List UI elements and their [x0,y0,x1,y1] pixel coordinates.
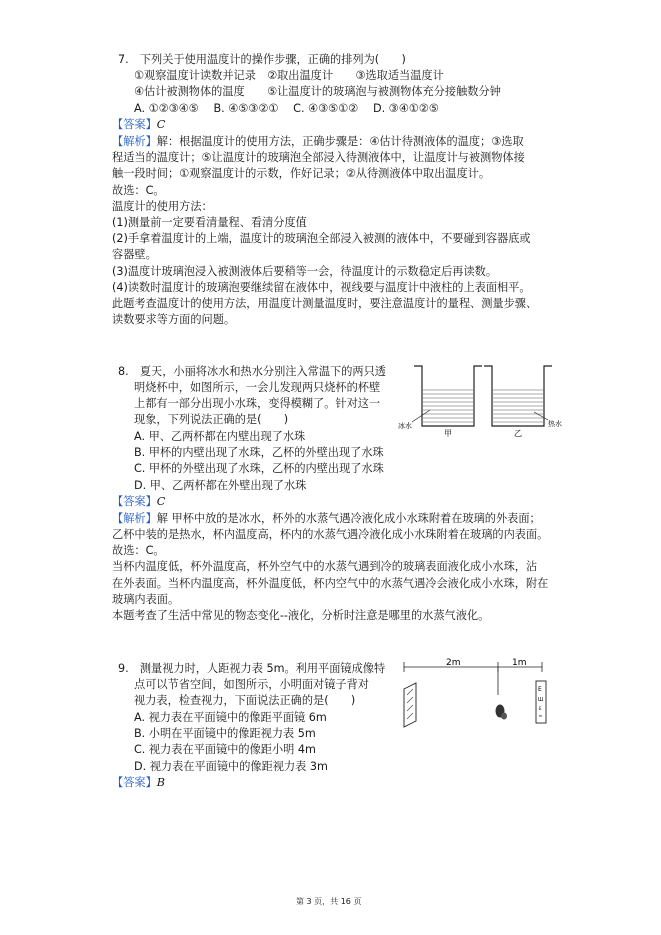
answer-value: B [156,776,165,789]
q7-analysis-line-4: 故选：C。 [112,184,165,197]
q8-analysis-line-5: 在外表面。当杯内温度高，杯外温度低，杯内空气中的水蒸气遇冷会液化成小水珠，附在 [112,577,549,590]
q9-stem-line-3: 视力表，检查视力，下面说法正确的是( ) [134,694,356,707]
answer-tag: 【答案】 [112,495,157,508]
q8-option-d: D. 甲、乙两杯都在外壁出现了水珠 [134,479,307,492]
q8-analysis-line-6: 玻璃内表面。 [112,593,180,606]
label-ice-water: 冰水 [398,422,412,430]
q7-analysis-line-3: 触一段时间；①观察温度计的示数，作好记录；②从待测液体中取出温度计。 [112,167,491,180]
q7-options-line1: ①观察温度计读数并记录 ②取出温度计 ③选取适当温度计 [134,69,444,82]
svg-text:m: m [539,714,543,718]
svg-text:E: E [539,706,542,711]
q7-answer [112,118,165,132]
label-1m: 1m [512,658,527,668]
q8-analysis-line-7: 本题考查了生活中常见的物态变化--液化，分析时注意是哪里的水蒸气液化。 [112,609,490,622]
q8-stem-line-2: 明烧杯中，如图所示，一会儿发现两只烧杯的杯壁 [134,381,381,394]
label-yi: 乙 [514,429,522,438]
svg-text:Ш: Ш [538,697,544,703]
eye-chart [536,681,546,723]
label-2m: 2m [446,658,461,668]
q9-option-a: A. 视力表在平面镜中的像距平面镜 6m [134,711,327,724]
plane-mirror [404,683,416,727]
q8-analysis-line-4: 当杯内温度低，杯外温度高，杯外空气中的水蒸气遇到冷的玻璃表面液化成小水珠，沾 [112,560,538,573]
q7-options-line2: ④估计被测物体的温度 ⑤让温度计的玻璃泡与被测物体充分接触数分钟 [134,85,501,98]
q7-analysis-line-6: (1)测量前一定要看清量程、看清分度值 [112,216,307,229]
person-xiaoming [496,705,508,720]
q7-analysis-line-12: 读数要求等方面的问题。 [112,313,236,326]
beaker-yi [484,366,552,426]
q7-stem: 7. 下列关于使用温度计的操作步骤，正确的排列为( ) [118,53,406,66]
q8-option-a: A. 甲、乙两杯都在内壁出现了水珠 [134,430,306,443]
q9-option-b: B. 小明在平面镜中的像距视力表 5m [134,727,316,740]
q9-mirror-figure [400,655,560,735]
q7-analysis-line-7: (2)手拿着温度计的上端，温度计的玻璃泡全部浸入被测的液体中，不要碰到容器底或 [112,232,531,245]
q7-choices: A. ①②③④⑤ B. ④⑤③②① C. ④③⑤①② D. ③④①②⑤ [134,102,439,115]
label-hot-water: 热水 [548,420,562,428]
answer-tag: 【答案】 [112,118,157,131]
q7-analysis-line-1 [112,135,524,149]
q9-stem-line-2: 点可以节省空间，如图所示，小明面对镜子背对 [134,678,369,691]
q7-analysis-line-11: 此题考查温度计的使用方法，用温度计测量温度时，要注意温度计的量程、测量步骤、 [112,297,538,310]
q7-analysis-line-8: 容器壁。 [112,248,157,261]
q8-option-b: B. 甲杯的内壁出现了水珠，乙杯的外壁出现了水珠 [134,446,384,459]
q7-analysis-line-2: 程适当的温度计；⑤让温度计的玻璃泡全部浸入待测液体中，让温度计与被测物体接 [112,151,525,164]
analysis-tag: 【解析】 [112,512,157,525]
analysis-text: 解：根据温度计的使用方法，正确步骤是：④估计待测液体的温度；③选取 [156,135,524,148]
q9-option-c: C. 视力表在平面镜中的像距小明 4m [134,743,316,756]
q8-analysis-line-3: 故选：C。 [112,544,165,557]
q7-analysis-line-5: 温度计的使用方法： [112,200,213,213]
analysis-tag: 【解析】 [112,135,157,148]
q7-analysis-line-10: (4)读数时温度计的玻璃泡要继续留在液体中，视线要与温度计中液柱的上表面相平。 [112,281,531,294]
q8-beakers-figure [396,360,562,440]
answer-value: C [156,495,166,508]
answer-value: C [156,118,166,131]
page-footer: 第 3 页，共 16 页 [296,897,362,906]
label-jia: 甲 [444,429,452,438]
q8-stem-line-1: 8. 夏天，小丽将冰水和热水分别注入常温下的两只透 [118,365,386,378]
svg-text:E: E [538,686,542,693]
q9-option-d: D. 视力表在平面镜中的像距视力表 3m [134,760,328,773]
q8-stem-line-4: 现象，下列说法正确的是( ) [134,413,289,426]
q7-analysis-line-9: (3)温度计玻璃泡浸入被测液体后要稍等一会，待温度计的示数稳定后再读数。 [112,265,498,278]
q8-answer [112,495,165,509]
q8-option-c: C. 甲杯的外壁出现了水珠，乙杯的内壁出现了水珠 [134,462,384,475]
q8-analysis-line-1 [112,512,541,526]
analysis-text: 解 甲杯中放的是冰水，杯外的水蒸气遇冷液化成小水珠附着在玻璃的外表面； [156,512,541,525]
q8-analysis-line-2: 乙杯中装的是热水，杯内温度高，杯内的水蒸气遇冷液化成小水珠附着在玻璃的内表面。 [112,528,549,541]
beaker-jia [412,366,482,426]
q8-stem-line-3: 上都有一部分出现小水珠，变得模糊了。针对这一 [134,397,381,410]
answer-tag: 【答案】 [112,776,157,789]
q9-stem-line-1: 9. 测量视力时，人距视力表 5m。利用平面镜成像特 [118,662,386,675]
q9-answer [112,776,165,790]
